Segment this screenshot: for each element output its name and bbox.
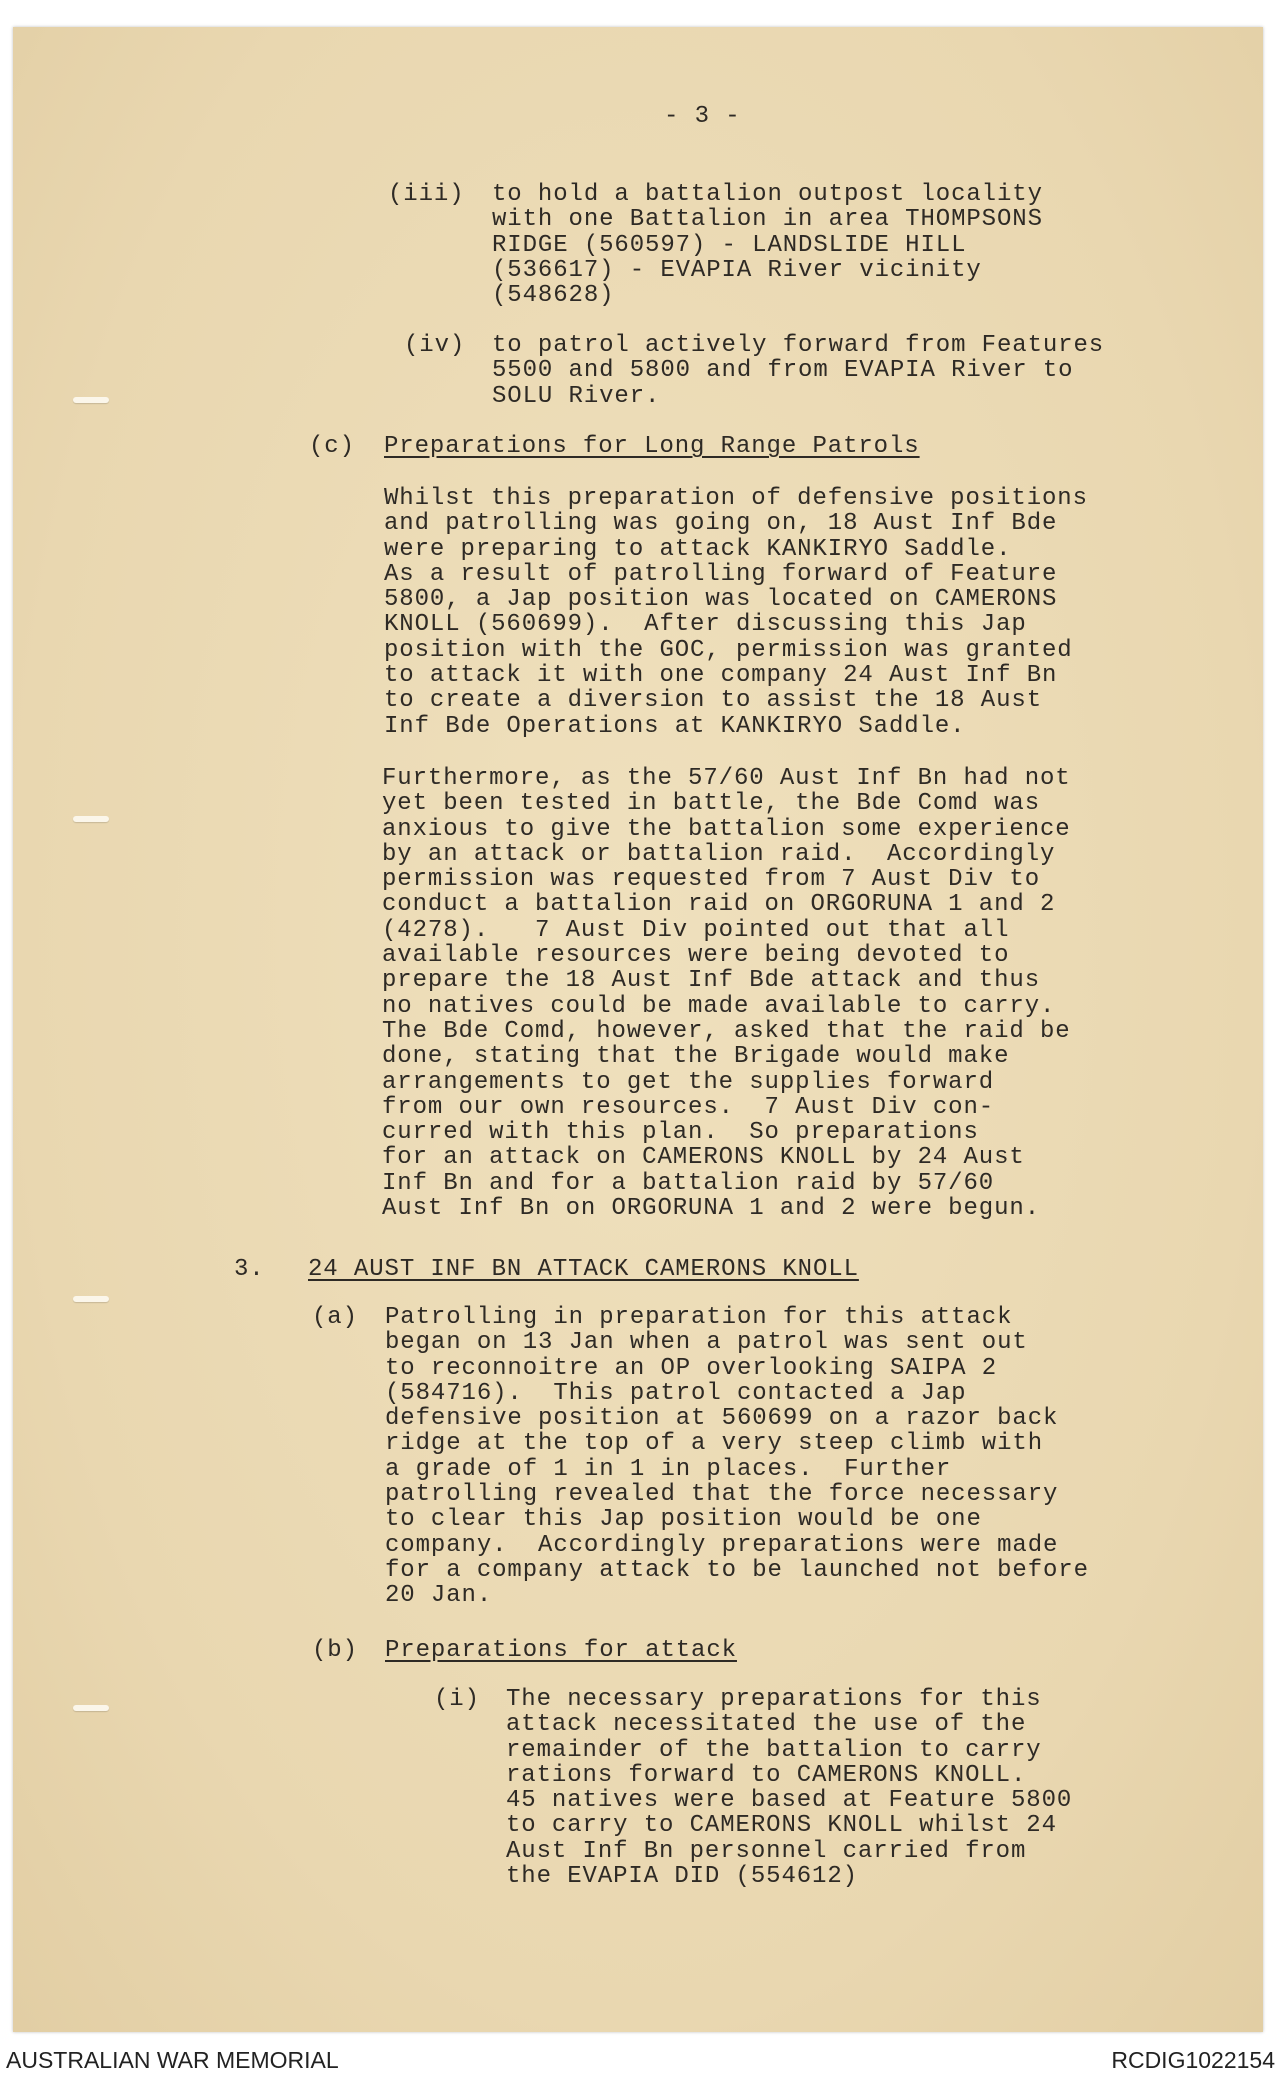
section-3b-heading: Preparations for attack bbox=[385, 1637, 737, 1664]
text-line: prepare the 18 Aust Inf Bde attack and thus bbox=[382, 967, 1041, 995]
section-3a-label: (a) bbox=[312, 1304, 358, 1331]
text-line: from our own resources. 7 Aust Div con- bbox=[382, 1093, 995, 1121]
text-line: Inf Bn and for a battalion raid by 57/60 bbox=[382, 1169, 995, 1197]
text-line: The Bde Comd, however, asked that the raid be bbox=[382, 1017, 1071, 1045]
text-line: As a result of patrolling forward of Feature bbox=[384, 560, 1058, 588]
text-line: and patrolling was going on, 18 Aust Inf Bde bbox=[384, 510, 1058, 538]
text-line: 5500 and 5800 and from EVAPIA River to bbox=[492, 357, 1074, 385]
text-line: (536617) - EVAPIA River vicinity bbox=[492, 256, 982, 284]
text-line: company. Accordingly preparations were made bbox=[385, 1531, 1059, 1559]
text-line: Patrolling in preparation for this attack bbox=[385, 1304, 1013, 1331]
text-line: KNOLL (560699). After discussing this Jap bbox=[384, 611, 1027, 639]
text-line: remainder of the battalion to carry bbox=[506, 1736, 1042, 1764]
item-text-iii bbox=[492, 182, 1043, 308]
punch-hole bbox=[73, 1296, 109, 1302]
item-text-iv bbox=[492, 333, 1104, 409]
text-line: ridge at the top of a very steep climb with bbox=[385, 1430, 1044, 1458]
text-line: to attack it with one company 24 Aust Inf Bn bbox=[384, 662, 1058, 690]
section-3-heading: 24 AUST INF BN ATTACK CAMERONS KNOLL bbox=[308, 1256, 859, 1283]
text-line: rations forward to CAMERONS KNOLL. bbox=[506, 1761, 1027, 1789]
section-c-heading: Preparations for Long Range Patrols bbox=[384, 433, 920, 460]
text-line: to patrol actively forward from Features bbox=[492, 332, 1105, 359]
text-line: 20 Jan. bbox=[385, 1582, 493, 1610]
section-c-label: (c) bbox=[309, 433, 355, 460]
text-line: patrolling revealed that the force necessary bbox=[385, 1481, 1059, 1509]
text-line: with one Battalion in area THOMPSONS bbox=[492, 206, 1043, 234]
text-line: Aust Inf Bn on ORGORUNA 1 and 2 were begun. bbox=[382, 1195, 1041, 1223]
text-line: done, stating that the Brigade would make bbox=[382, 1043, 1010, 1071]
section-3-number: 3. bbox=[234, 1256, 265, 1283]
text-line: SOLU River. bbox=[492, 382, 661, 410]
text-line: Inf Bde Operations at KANKIRYO Saddle. bbox=[384, 712, 966, 740]
text-line: permission was requested from 7 Aust Div to bbox=[382, 866, 1041, 894]
text-line: RIDGE (560597) - LANDSLIDE HILL bbox=[492, 231, 967, 259]
text-line: arrangements to get the supplies forward bbox=[382, 1068, 995, 1096]
text-line: position with the GOC, permission was granted bbox=[384, 636, 1073, 664]
section-3b-i-text bbox=[506, 1687, 1072, 1889]
text-line: anxious to give the battalion some experience bbox=[382, 815, 1071, 843]
item-label-iii: (iii) bbox=[388, 181, 465, 208]
punch-hole bbox=[73, 816, 109, 822]
punch-hole bbox=[73, 1705, 109, 1711]
section-3b-i-label: (i) bbox=[434, 1686, 480, 1713]
text-line: by an attack or battalion raid. Accordingly bbox=[382, 840, 1056, 868]
punch-hole bbox=[73, 397, 109, 403]
text-line: no natives could be made available to carry. bbox=[382, 992, 1056, 1020]
text-line: to carry to CAMERONS KNOLL whilst 24 bbox=[506, 1812, 1057, 1840]
text-line: for a company attack to be launched not before bbox=[385, 1556, 1089, 1584]
text-line: to clear this Jap position would be one bbox=[385, 1506, 982, 1534]
text-line: Whilst this preparation of defensive positions bbox=[384, 485, 1088, 512]
text-line: were preparing to attack KANKIRYO Saddle. bbox=[384, 535, 1012, 563]
text-line: yet been tested in battle, the Bde Comd was bbox=[382, 790, 1041, 818]
text-line: the EVAPIA DID (554612) bbox=[506, 1863, 858, 1891]
section-c-paragraph-2 bbox=[382, 766, 1071, 1221]
text-line: (4278). 7 Aust Div pointed out that all bbox=[382, 916, 1010, 944]
text-line: for an attack on CAMERONS KNOLL by 24 Aust bbox=[382, 1144, 1025, 1172]
footer-id: RCDIG1022154 bbox=[1111, 2047, 1275, 2073]
text-line: Aust Inf Bn personnel carried from bbox=[506, 1837, 1027, 1865]
text-line: conduct a battalion raid on ORGORUNA 1 and 2 bbox=[382, 891, 1056, 919]
text-line: Furthermore, as the 57/60 Aust Inf Bn had not bbox=[382, 765, 1071, 792]
text-line: attack necessitated the use of the bbox=[506, 1711, 1027, 1739]
text-line: to create a diversion to assist the 18 Aust bbox=[384, 687, 1043, 715]
text-line: curred with this plan. So preparations bbox=[382, 1119, 979, 1147]
text-line: 45 natives were based at Feature 5800 bbox=[506, 1787, 1073, 1815]
text-line: a grade of 1 in 1 in places. Further bbox=[385, 1455, 952, 1483]
section-3b-label: (b) bbox=[312, 1637, 358, 1664]
footer-source: AUSTRALIAN WAR MEMORIAL bbox=[6, 2047, 339, 2073]
text-line: began on 13 Jan when a patrol was sent out bbox=[385, 1329, 1028, 1357]
section-3a-text bbox=[385, 1305, 1089, 1609]
text-line: defensive position at 560699 on a razor back bbox=[385, 1405, 1059, 1433]
text-line: 5800, a Jap position was located on CAMERONS bbox=[384, 586, 1058, 614]
text-line: to reconnoitre an OP overlooking SAIPA 2 bbox=[385, 1354, 998, 1382]
text-line: available resources were being devoted to bbox=[382, 942, 1010, 970]
section-c-paragraph-1 bbox=[384, 486, 1088, 739]
text-line: The necessary preparations for this bbox=[506, 1686, 1042, 1713]
page-number: - 3 - bbox=[664, 103, 741, 130]
item-label-iv: (iv) bbox=[404, 332, 466, 359]
text-line: to hold a battalion outpost locality bbox=[492, 181, 1043, 208]
text-line: (548628) bbox=[492, 282, 615, 310]
text-line: (584716). This patrol contacted a Jap bbox=[385, 1379, 967, 1407]
